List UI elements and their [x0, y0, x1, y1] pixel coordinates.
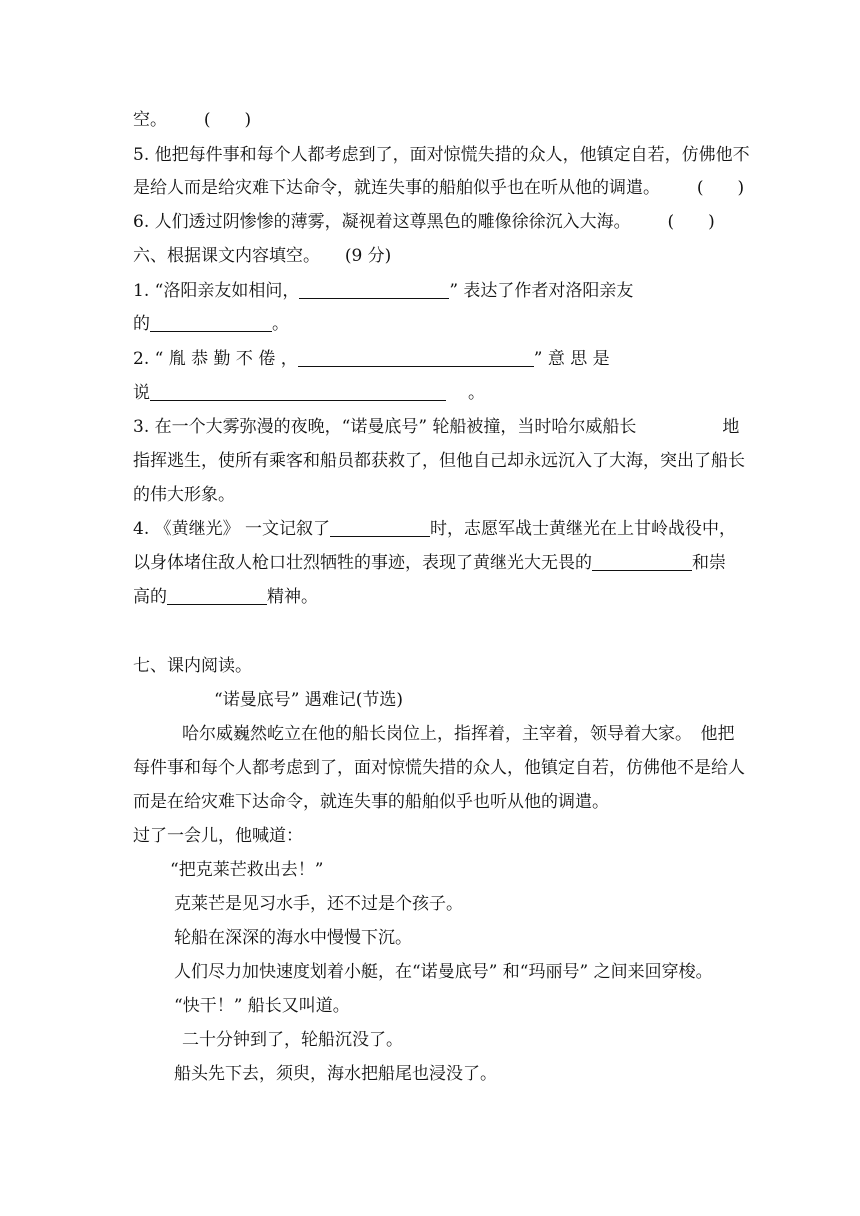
- passage-line-c: 克莱芒是见习水手，还不过是个孩子。: [174, 894, 463, 914]
- passage-title: “诺曼底号” 遇难记(节选): [214, 690, 404, 710]
- s6-item4-line3-a: 高的: [133, 587, 167, 607]
- s6-item2-part-d: 。: [468, 383, 485, 403]
- s6-item3-line1-a: 3. 在一个大雾弥漫的夜晚，“诺曼底号” 轮船被撞，当时哈尔威船长: [133, 417, 637, 437]
- s6-item4-blank1[interactable]: [330, 518, 430, 537]
- passage-line-e: 人们尽力加快速度划着小艇，在“诺曼底号” 和“玛丽号” 之间来回穿梭。: [174, 962, 713, 982]
- s6-item4-line2-b: 和崇: [692, 553, 726, 573]
- s6-item4-line3: [133, 586, 318, 610]
- s6-item3-line3: 的伟大形象。: [133, 485, 235, 505]
- q6-text: 6. 人们透过阴惨惨的薄雾，凝视着这尊黑色的雕像徐徐沉入大海。: [133, 212, 631, 232]
- passage-line-f: “快干！” 船长又叫道。: [174, 996, 350, 1016]
- passage-para1-line2: 每件事和每个人都考虑到了，面对惊慌失措的众人，他镇定自若，仿佛他不是给人: [133, 758, 745, 778]
- passage-line-b: “把克莱芒救出去！”: [170, 860, 324, 880]
- passage-line-a: 过了一会儿，他喊道：: [133, 826, 303, 846]
- q5-line1: 5. 他把每件事和每个人都考虑到了，面对惊慌失措的众人，他镇定自若，仿佛他不: [133, 145, 750, 165]
- section6-heading: [133, 245, 391, 269]
- s6-item1-part-a: 1. “洛阳亲友如相问，: [133, 281, 300, 301]
- q6-line: [133, 211, 715, 235]
- q4-answer-paren[interactable]: ( ): [203, 110, 252, 130]
- section7-heading: 七、课内阅读。: [133, 656, 252, 676]
- s6-item3-line2: 指挥逃生，使所有乘客和船员都获救了，但他自己却永远沉入了大海，突出了船长: [133, 451, 745, 471]
- passage-para1-line1: 哈尔威巍然屹立在他的船长岗位上，指挥着，主宰着，领导着大家。 他把: [182, 724, 735, 744]
- s6-item1-part-b: ” 表达了作者对洛阳亲友: [449, 281, 634, 301]
- passage-line-d: 轮船在深深的海水中慢慢下沉。: [174, 928, 412, 948]
- s6-item2-line1: [133, 348, 610, 372]
- s6-item4-line3-b: 精神。: [267, 587, 318, 607]
- s6-item1-line1: [133, 280, 633, 304]
- q5-line2: [133, 177, 744, 201]
- s6-item1-part-d: 。: [272, 314, 289, 334]
- s6-item4-line1-a: 4. 《黄继光》 一文记叙了: [133, 519, 331, 539]
- s6-item2-part-a: 2. “ 胤 恭 勤 不 倦 ，: [133, 349, 298, 369]
- s6-item1-blank2[interactable]: [150, 313, 272, 332]
- s6-item4-line2: [133, 552, 726, 576]
- q4-tail-text: 空。: [133, 110, 167, 130]
- s6-item3-line1-b: 地: [722, 417, 740, 437]
- q5-line2-text: 是给人而是给灾难下达命令，就连失事的船舶似乎也在听从他的调遣。: [133, 178, 660, 198]
- s6-item4-line1-b: 时，志愿军战士黄继光在上甘岭战役中，: [430, 519, 737, 539]
- s6-item1-blank1[interactable]: [299, 280, 449, 299]
- section6-score: (9 分): [344, 246, 392, 266]
- s6-item2-part-b: ” 意 思 是: [533, 349, 610, 369]
- q6-answer-paren[interactable]: ( ): [667, 212, 715, 232]
- section6-heading-text: 六、根据课文内容填空。: [133, 246, 320, 266]
- passage-line-g: 二十分钟到了，轮船沉没了。: [182, 1030, 403, 1050]
- s6-item4-blank2[interactable]: [592, 552, 692, 571]
- passage-para1-line3: 而是在给灾难下达命令，就连失事的船舶似乎也听从他的调遣。: [133, 792, 609, 812]
- q4-tail: [133, 109, 251, 133]
- s6-item2-blank1[interactable]: [298, 348, 534, 367]
- s6-item4-line2-a: 以身体堵住敌人枪口壮烈牺牲的事迹，表现了黄继光大无畏的: [133, 553, 592, 573]
- s6-item3-line1: [133, 416, 739, 440]
- s6-item2-part-c: 说: [133, 383, 150, 403]
- s6-item1-part-c: 的: [133, 314, 150, 334]
- s6-item4-blank3[interactable]: [167, 586, 267, 605]
- s6-item2-line2: [133, 382, 485, 406]
- q5-answer-paren[interactable]: ( ): [696, 178, 745, 198]
- s6-item1-line2: [133, 313, 289, 337]
- passage-line-h: 船头先下去，须臾，海水把船尾也浸没了。: [174, 1064, 497, 1084]
- s6-item4-line1: [133, 518, 736, 542]
- s6-item2-blank2[interactable]: [150, 382, 446, 401]
